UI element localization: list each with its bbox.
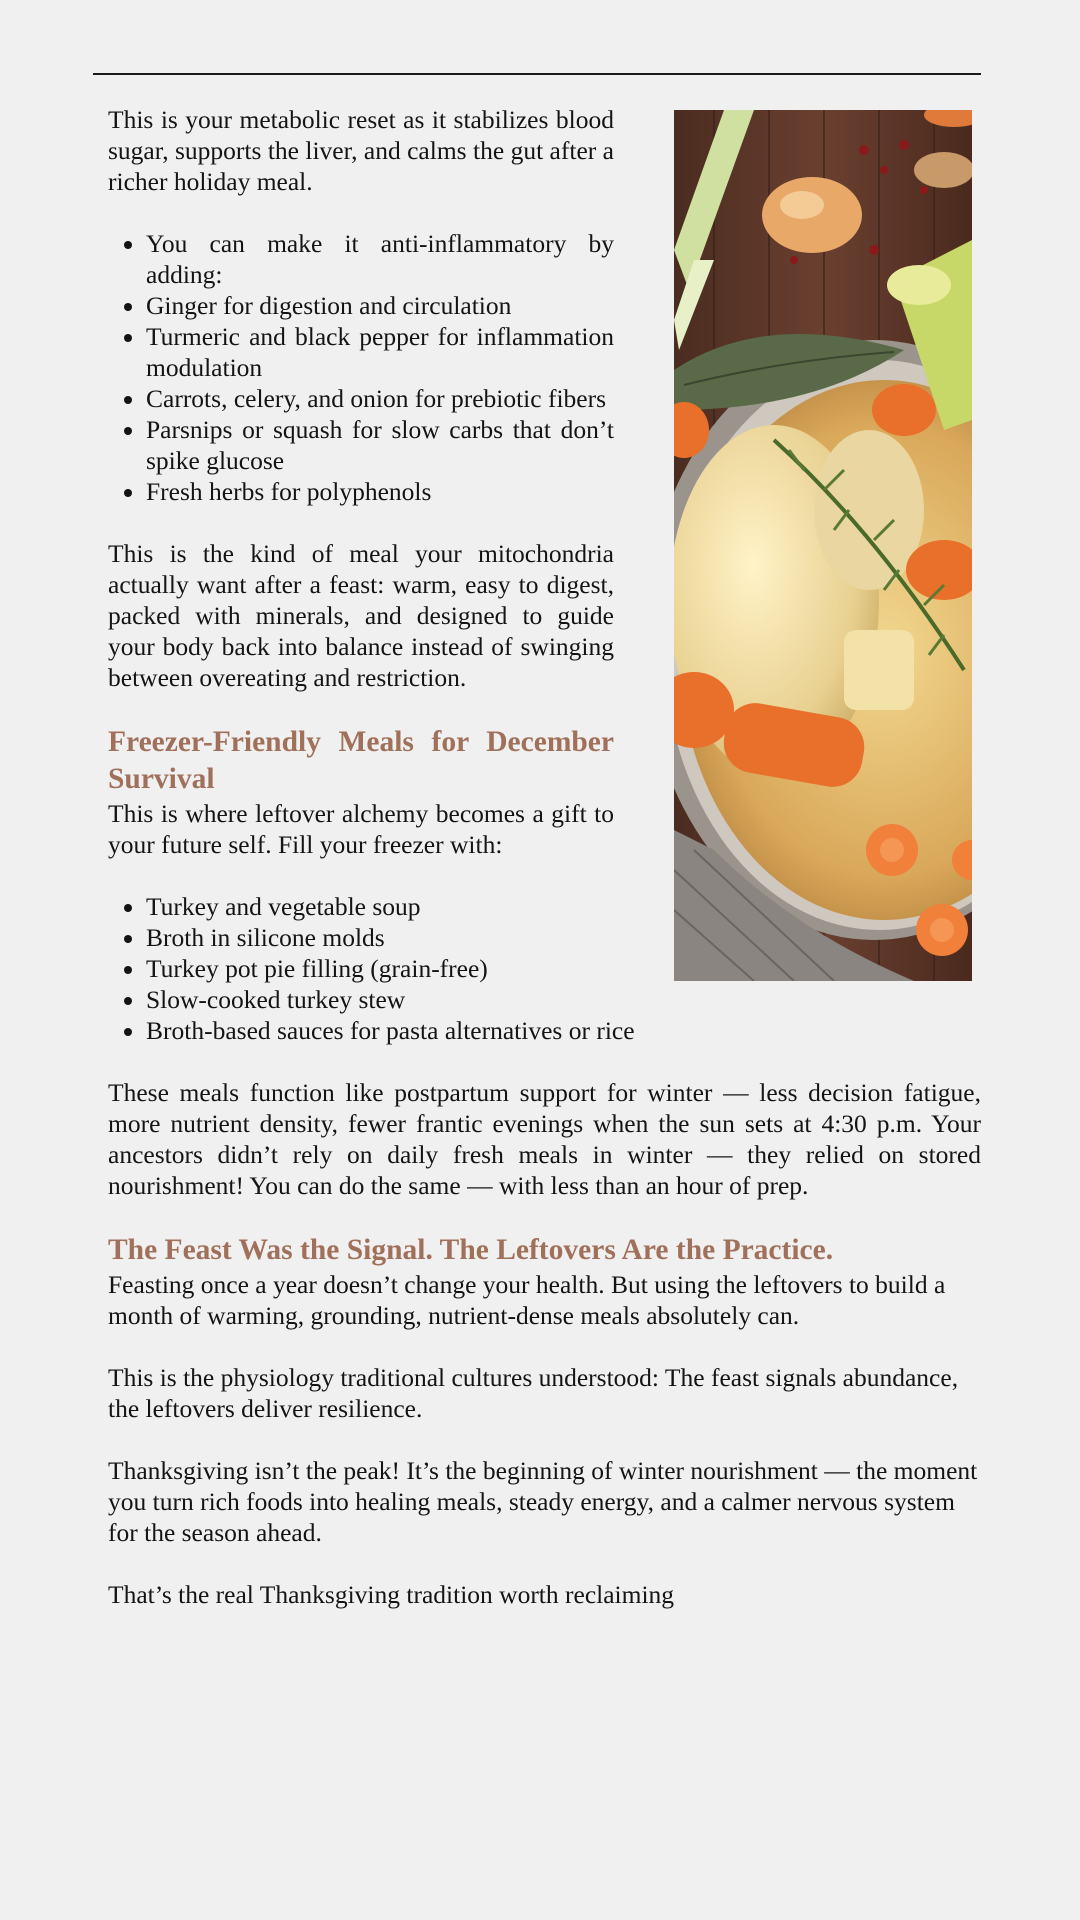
top-divider (93, 73, 981, 75)
closing-paragraph: That’s the real Thanksgiving tradition worth reclaiming (108, 1580, 675, 1609)
signal-paragraph-1: Feasting once a year doesn’t change your health. But using the leftovers to build a month of warming, grounding, nutrient-dense meals absolutely can. (108, 1270, 946, 1330)
signal-paragraph-2: This is the physiology traditional cultures understood: The feast signals abundance, the leftovers deliver resilience. (108, 1363, 959, 1423)
list-item: • Broth-based sauces for pasta alternatives or rice (146, 1015, 981, 1046)
list-item: • Slow-cooked turkey stew (146, 984, 981, 1015)
signal-paragraph-3: Thanksgiving isn’t the peak! It’s the beginning of winter nourishment — the moment you turn rich foods into healing meals, steady energy, and a calmer nervous system for the season ahead. (108, 1456, 978, 1547)
list-item: • Parsnips or squash for slow carbs that don’t spike glucose (146, 414, 981, 476)
freezer-intro-paragraph: This is where leftover alchemy becomes a gift to your future self. Fill your freezer with: (108, 799, 614, 859)
list-item: • Fresh herbs for polyphenols (146, 476, 981, 507)
article-body (108, 104, 981, 1610)
freezer-heading: Freezer-Friendly Meals for December Survival (108, 726, 614, 795)
mitochondria-paragraph: This is the kind of meal your mitochondria actually want after a feast: warm, easy to digest, packed with minerals, and designed to guide your body back into balance instead of swinging between overeating and restriction. (108, 539, 614, 692)
freezer-paragraph: These meals function like postpartum support for winter — less decision fatigue, more nutrient density, fewer frantic evenings when the sun sets at 4:30 p.m. Your ancestors didn’t rely on daily fresh meals in winter — they relied on stored nourishment! You can do the same — with less than an hour of prep. (108, 1078, 981, 1200)
list-item: • Broth in silicone molds (146, 922, 981, 953)
broth-pot-image (674, 110, 972, 981)
signal-heading: The Feast Was the Signal. The Leftovers Are the Practice. (108, 1234, 834, 1266)
list-item: • Turkey pot pie filling (grain-free) (146, 953, 981, 984)
list-item: • Turkey and vegetable soup (146, 891, 981, 922)
list-item: • Turmeric and black pepper for inflammation modulation (146, 321, 981, 383)
list-item: • Ginger for digestion and circulation (146, 290, 981, 321)
intro-paragraph: This is your metabolic reset as it stabilizes blood sugar, supports the liver, and calms the gut after a richer holiday meal. (108, 105, 614, 196)
list-item: • You can make it anti-inflammatory by adding: (146, 228, 981, 290)
list-item: • Carrots, celery, and onion for prebiotic fibers (146, 383, 981, 414)
